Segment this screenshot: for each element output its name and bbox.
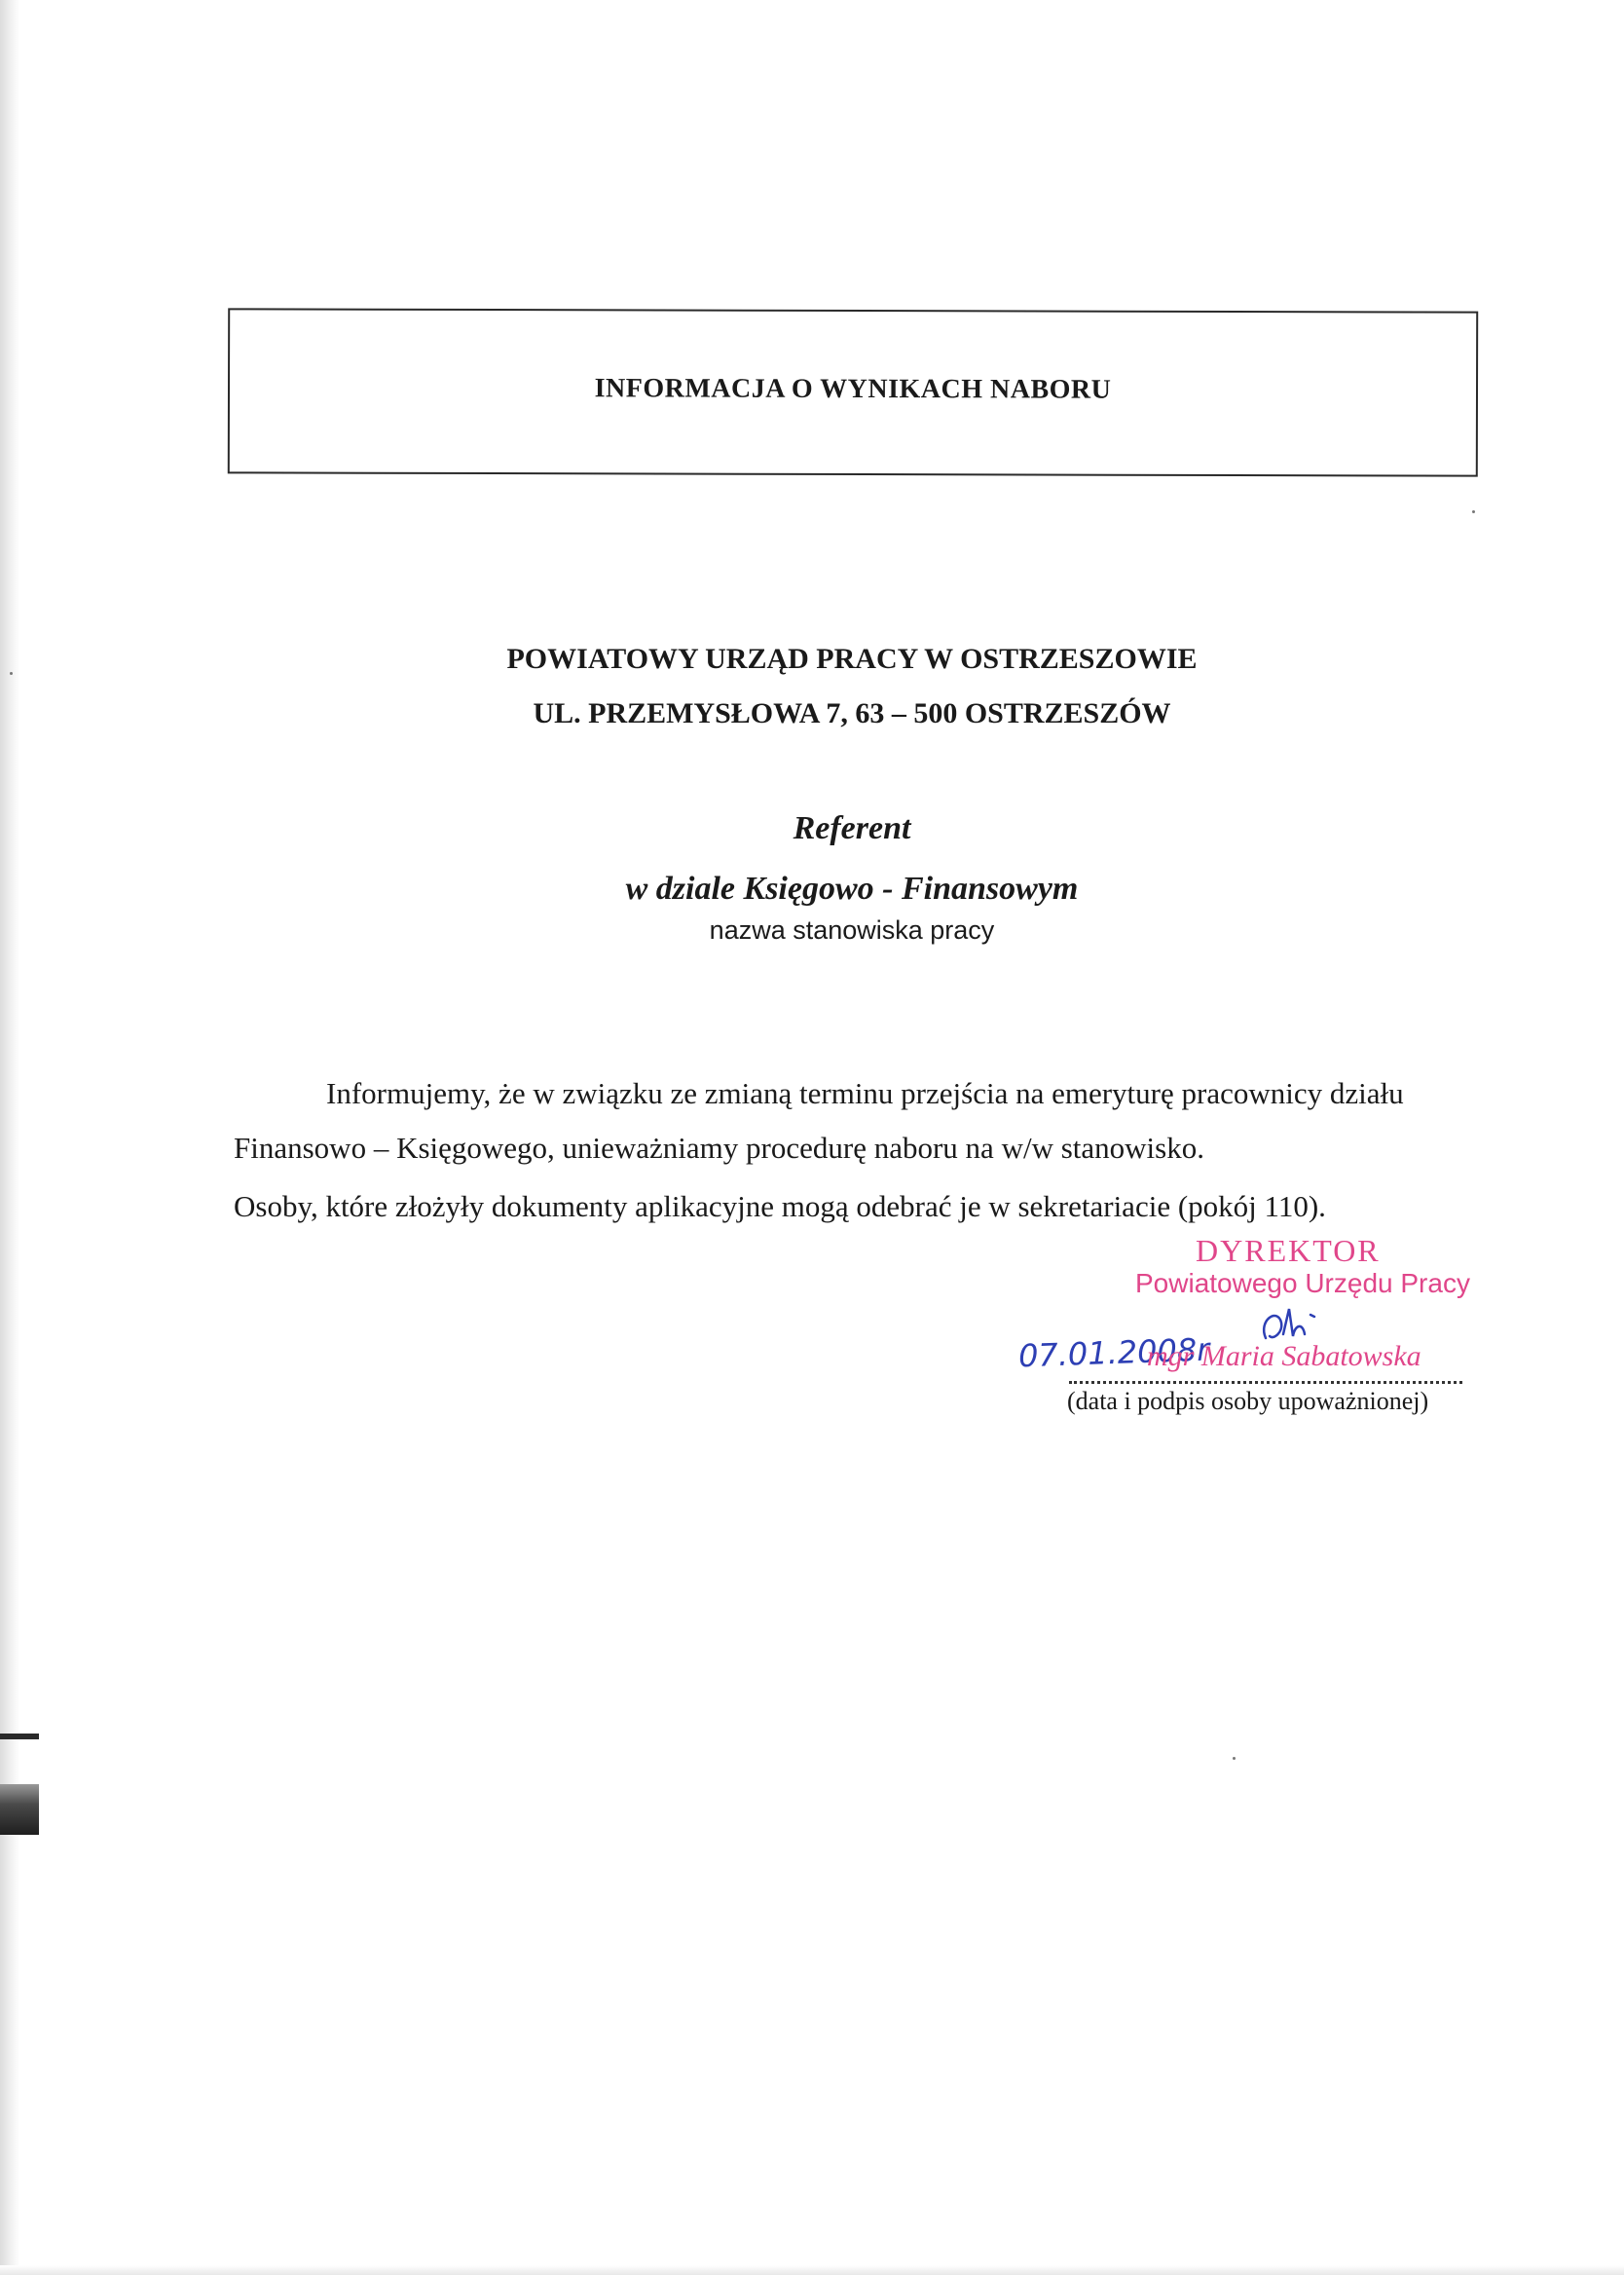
signature-mark	[1248, 1301, 1326, 1360]
stamp-office: Powiatowego Urzędu Pracy	[1135, 1268, 1470, 1298]
office-address: UL. PRZEMYSŁOWA 7, 63 – 500 OSTRZESZÓW	[533, 697, 1171, 729]
stamp-title: DYREKTOR	[1196, 1233, 1381, 1268]
scan-edge	[0, 0, 19, 2275]
document-title: INFORMACJA O WYNIKACH NABORU	[594, 373, 1112, 405]
body-paragraph-line-3: Osoby, które złożyły dokumenty aplikacyjne mogą odebrać je w sekretariacie (pokój 110).	[234, 1189, 1326, 1223]
scan-speck	[1233, 1757, 1236, 1760]
signature-line	[1069, 1381, 1462, 1384]
stamp-name: mgr Maria Sabatowska	[1147, 1340, 1421, 1372]
signature-caption: (data i podpis osoby upoważnionej)	[1067, 1387, 1429, 1415]
body-paragraph-line-1: Informujemy, że w związku ze zmianą terminu przejścia na emeryturę pracownicy działu	[326, 1076, 1404, 1110]
scan-bottom-edge	[0, 2265, 1624, 2275]
scan-artifact-bar	[0, 1784, 39, 1835]
office-name: POWIATOWY URZĄD PRACY W OSTRZESZOWIE	[506, 643, 1198, 675]
scan-speck	[1472, 510, 1475, 513]
scan-speck	[10, 672, 13, 675]
scan-artifact-bar	[0, 1734, 39, 1739]
position-caption: nazwa stanowiska pracy	[709, 915, 995, 945]
handwritten-date: 07.01.2008r	[1017, 1330, 1210, 1375]
body-paragraph-line-2: Finansowo – Księgowego, unieważniamy procedurę naboru na w/w stanowisko.	[234, 1131, 1204, 1165]
position-title: Referent	[793, 810, 911, 846]
title-box	[228, 308, 1478, 476]
position-department: w dziale Księgowo - Finansowym	[625, 871, 1079, 907]
